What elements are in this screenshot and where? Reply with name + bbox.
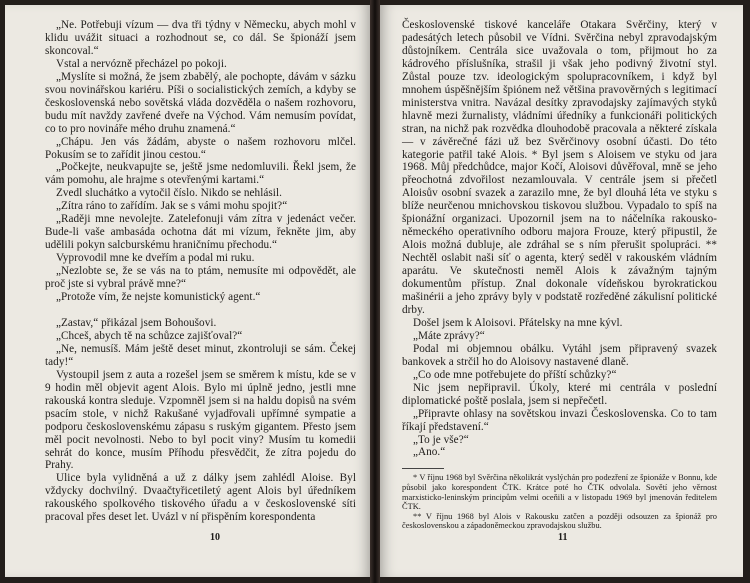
book-gutter — [370, 0, 380, 583]
paragraph: „Myslíte si možná, že jsem zbabělý, ale pochopte, dávám v sázku svou novinářskou kariéru. Píši o socialistických zemích, a kdyby se československá nebo sovětská vláda dozvěděla o našem rozhovoru, budu mít navždy zavřené dveře na Východ. Vám nemusím povídat, co to pro novináře mého druhu znamená.“ — [45, 70, 356, 135]
left-page-text — [45, 19, 356, 524]
paragraph: „Chceš, abych tě na schůzce zajišťoval?“ — [56, 329, 243, 342]
paragraph: Zvedl sluchátko a vytočil číslo. Nikdo se nehlásil. — [56, 187, 282, 200]
paragraph: „Zítra ráno to zařídím. Jak se s vámi mohu spojit?“ — [56, 200, 288, 213]
paragraph: „To je vše?“ — [413, 433, 469, 446]
paragraph: „Nezlobte se, že se vás na to ptám, nemusíte mi odpovědět, ale proč jste si vybral právě mne?“ — [45, 265, 356, 291]
paragraph: Ulice byla vylidněná a už z dálky jsem zahlédl Aloise. Byl vždycky dochvilný. Dvaačtyřicetiletý agent Alois byl úředníkem rakouského spolkového tiskového úřadu a v československé síti pracoval přes deset let. Uvázl v ní přispěním korespondenta — [45, 472, 356, 524]
page-number: 11 — [558, 532, 568, 543]
paragraph: Vstal a nervózně přecházel po pokoji. — [56, 57, 227, 70]
paragraph: Vyprovodil mne ke dveřím a podal mi ruku. — [56, 252, 255, 265]
paragraph: „Připravte ohlasy na sovětskou invazi Československa. Co to tam říkají představení.“ — [402, 407, 717, 433]
paragraph: „Počkejte, neukvapujte se, ještě jsme nedomluvili. Řekl jsem, že vám pomohu, ale hrajme s otevřenými kartami.“ — [45, 161, 356, 187]
paragraph: Vystoupil jsem z auta a rozešel jsem se směrem k místu, kde se v 9 hodin měl objevit agent Alois. Bylo mi úplně jedno, jestli mne rakouská kontra sleduje. Vzpomněl jsem si na haldu dopisů na svém psacím stole, v nichž Rakušané vyjadřovali upřímné sympatie a podporu československému zápasu s ruským gigantem. Přesto jsem měl pocit nevolnosti. Nebo to byl pocit viny? Musím tu komedii sehrát do konce, musím Příhodu přesvědčit, že zítra pojedu do Prahy. — [45, 368, 356, 472]
footnote: * V říjnu 1968 byl Svěrčina několikrát vyslýchán pro podezření ze špionáže v Bonnu, kde působil jako korespondent ČTK. Krátce poté ho ČTK odvolala. Sovětí jeho věrnost marxisticko-leninským principům velmi oceňili a v listopadu 1969 byl jmenován ředitelem ČTK. — [402, 473, 717, 512]
footnote-rule — [402, 468, 444, 469]
right-page-text — [402, 19, 717, 459]
right-page — [380, 5, 743, 577]
paragraph: „Zastav,“ přikázal jsem Bohoušovi. — [56, 316, 217, 329]
footnotes — [402, 473, 717, 531]
paragraph: Podal mi objemnou obálku. Vytáhl jsem připravený svazek bankovek a strčil ho do Aloisovy nastavené dlaně. — [402, 342, 717, 368]
paragraph: Nic jsem nepřipravil. Úkoly, které mi centrála v poslední diplomatické poště poslala, jsem si nepřečetl. — [402, 381, 717, 407]
paragraph: „Raději mne nevolejte. Zatelefonuji vám zítra v jedenáct večer. Bude-li vaše ambasáda ochotna dát mi vízum, řekněte jim, aby udělili pokyn salcburskému hraničnímu přechodu.“ — [45, 213, 356, 252]
paragraph: „Co ode mne potřebujete do příští schůzky?“ — [413, 368, 617, 381]
paragraph: „Ano.“ — [413, 446, 446, 459]
paragraph: „Protože vím, že nejste komunistický agent.“ — [56, 291, 261, 304]
paragraph: Došel jsem k Aloisovi. Přátelsky na mne kývl. — [413, 316, 623, 329]
left-page — [5, 5, 370, 577]
paragraph: „Máte zprávy?“ — [413, 329, 485, 342]
paragraph: „Ne. Potřebuji vízum — dva tři týdny v Německu, abych mohl v klidu uvážit situaci a rozhodnout se, co dál. Se špionáží jsem skoncoval.“ — [45, 19, 356, 57]
paragraph: „Chápu. Jen vás žádám, abyste o našem rozhovoru mlčel. Pokusím se to zařídit jinou cestou.“ — [45, 135, 356, 161]
paragraph: „Ne, nemusíš. Mám ještě deset minut, zkontroluji se sám. Čekej tady!“ — [45, 342, 356, 368]
paragraph: Československé tiskové kanceláře Otakara Svěrčiny, který v padesátých letech působil ve Vídni. Svěrčina nebyl zpravodajským důstojníkem. Centrála sice uvažovala o tom, přijmout ho za kádrového příslušníka, strašil ji však jeho podivný životní styl. Zůstal pouze tzv. ideologickým spolupracovníkem, i když byl mnohem úspěšnějším špiónem než většina pravověrných s legitimací ministerstva vnitra. Navázal desítky zpravodajsky zajímavých styků hlavně mezi žurnalisty, vládními úředníky a funkcionáři politických stran, na nichž pak rozvědka dlouhodobě pracovala a některé získala — v závěrečné fázi už bez Svěrčinovy osobní účasti. Do této kategorie patřil také Alois. * Byl jsem s Aloisem ve styku od jara 1968. Můj předchůdce, major Kočí, Aloisovi důvěřoval, mně se jeho přeochotná zdvořilost nezamlouvala. V centrále jsem si přečetl Aloisův osobní svazek a zarazilo mne, že byl dlouhá léta ve styku s blíže neurčenou mnichovskou tiskovou službou. Vypadalo to spíš na špionážní organizaci. Upozornil jsem na to náčelníka rakousko-německého operativního odboru majora Frouze, který připustil, že Alois možná dubluje, ale zdráhal se s ním přerušit spolupráci. ** Nechtěl oslabit naši síť o agenta, který seděl v rakouském vládním aparátu. Ve skutečnosti neměl Alois k závažným tajným dokumentům přístup. Znal dokonale vídeňskou byrokratickou mašinérii a jeho zprávy byly v podstatě rozředěné zákulisní politické drby. — [402, 19, 717, 316]
footnote: ** V říjnu 1968 byl Alois v Rakousku zatčen a později odsouzen za špionáž pro československou a západoněmeckou zpravodajskou službu. — [402, 511, 717, 531]
page-number: 10 — [210, 532, 220, 543]
